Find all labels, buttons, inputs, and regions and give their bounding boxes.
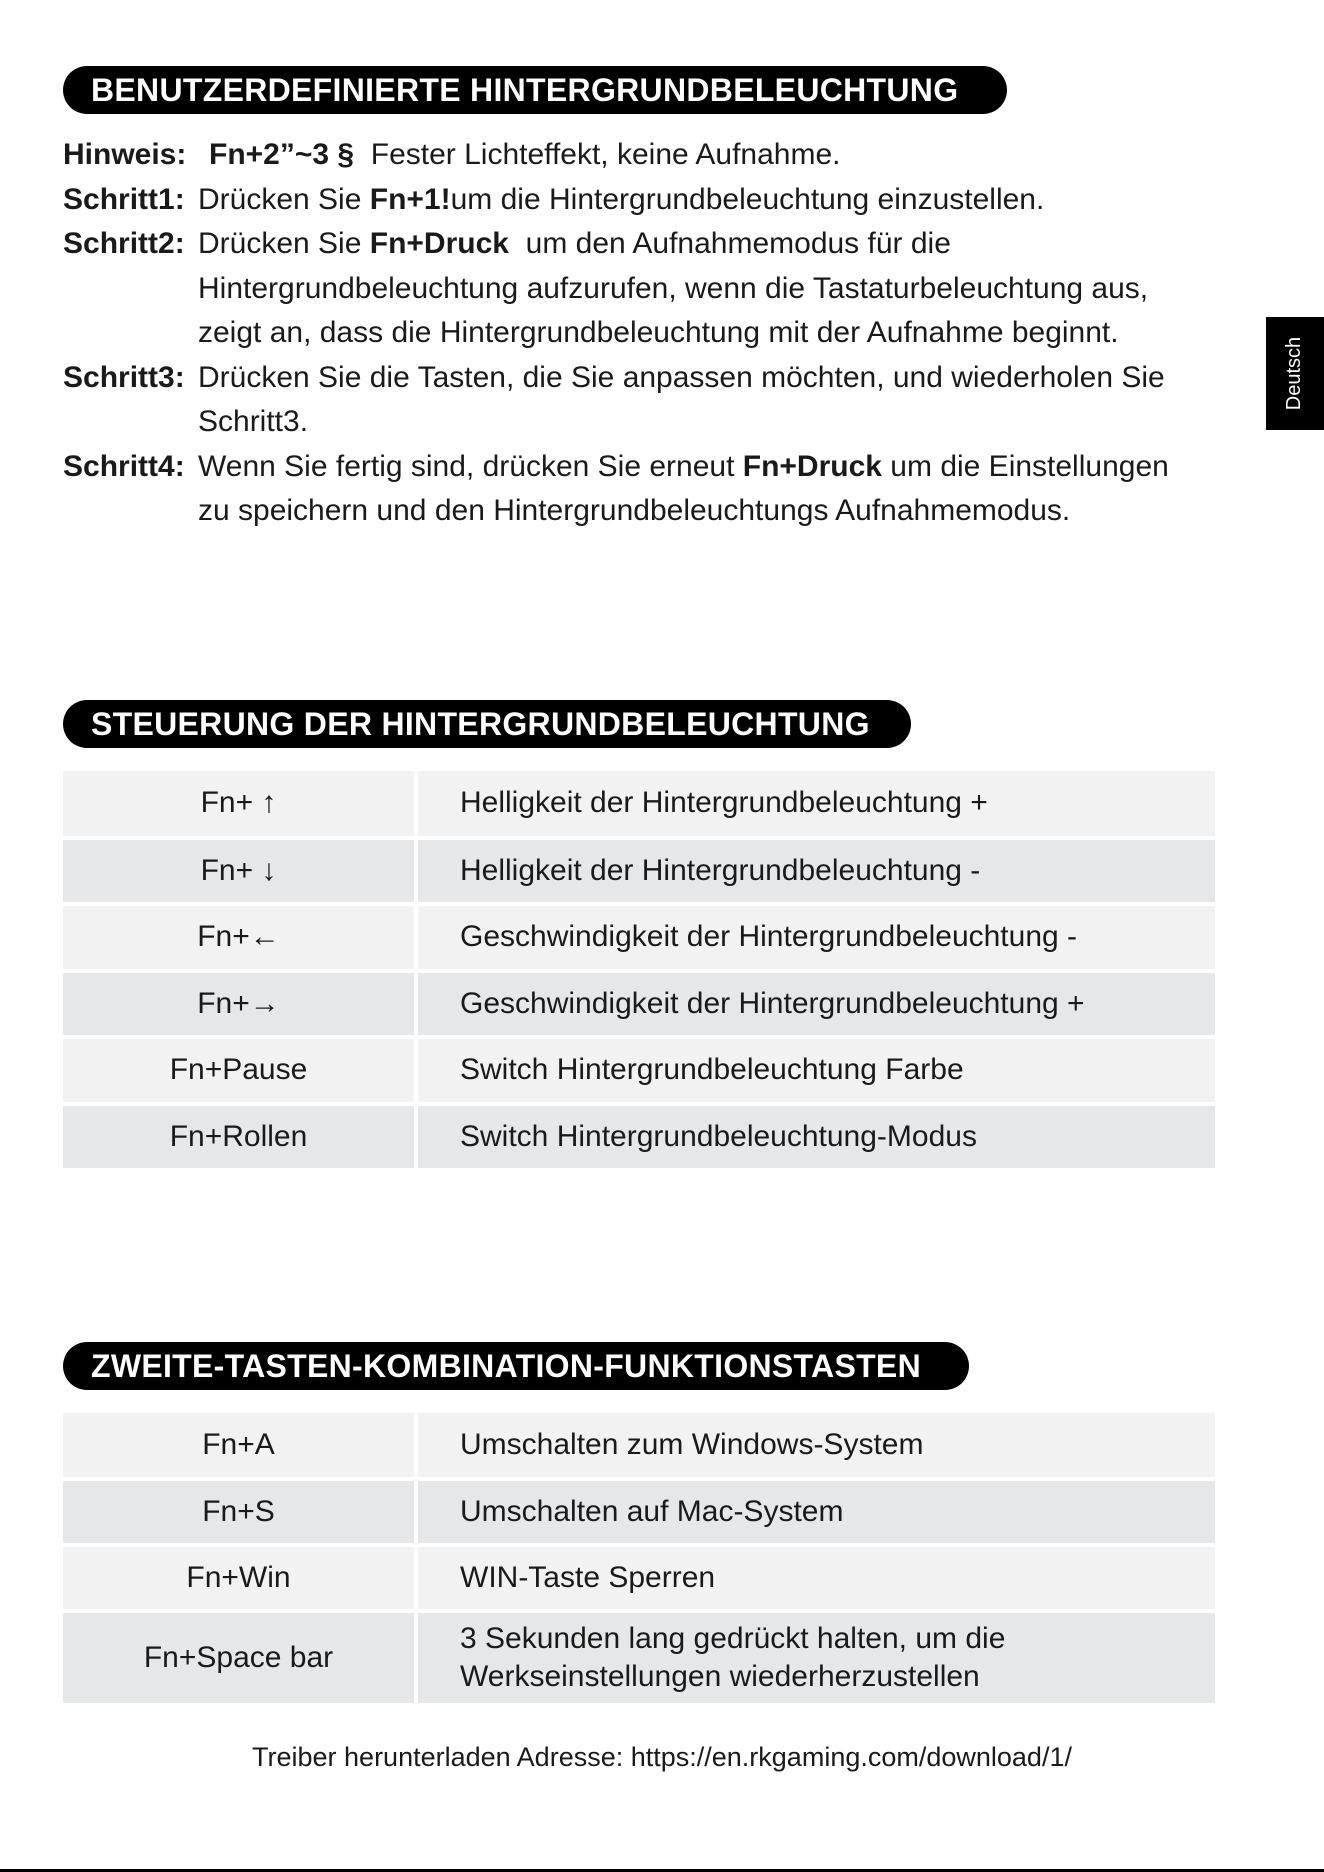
shortcut-description: Umschalten zum Windows-System	[416, 1413, 1215, 1479]
table-row	[63, 1413, 1215, 1479]
hint-line	[63, 133, 1243, 178]
instruction-steps	[63, 133, 1243, 534]
step-1-label: Schritt1:	[63, 182, 185, 216]
step-3-line-2: Schritt3.	[198, 405, 309, 438]
language-tab	[1266, 317, 1324, 430]
table-row	[63, 838, 1215, 905]
step-2-line-3: zeigt an, dass die Hintergrundbeleuchtung mit der Aufnahme beginnt.	[198, 316, 1119, 349]
table-row	[63, 1104, 1215, 1171]
section-heading-backlight-control: STEUERUNG DER HINTERGRUNDBELEUCHTUNG	[63, 700, 911, 748]
step-2-line-2: Hintergrundbeleuchtung aufzurufen, wenn die Tastaturbeleuchtung aus,	[198, 271, 1149, 305]
step-4-line-2: zu speichern und den Hintergrundbeleuchtungs Aufnahmemodus.	[198, 494, 1071, 527]
shortcut-key: Fn+←	[63, 904, 416, 971]
step-4	[63, 445, 1243, 534]
section-heading-second-key-combination: ZWEITE-TASTEN-KOMBINATION-FUNKTIONSTASTEN	[63, 1342, 969, 1390]
hint-keys: Fn+2”~3 §	[209, 138, 355, 171]
table-row	[63, 1545, 1215, 1611]
step-3	[63, 356, 1243, 445]
shortcut-description: Helligkeit der Hintergrundbeleuchtung +	[416, 771, 1215, 838]
hint-label: Hinweis:	[63, 138, 187, 171]
shortcut-description: Geschwindigkeit der Hintergrundbeleuchtung +	[416, 971, 1215, 1038]
step-1	[63, 178, 1243, 223]
step-3-label: Schritt3:	[63, 360, 185, 394]
function-keys-table	[63, 1413, 1215, 1707]
shortcut-key: Fn+S	[63, 1479, 416, 1545]
description-line-2: Werkseinstellungen wiederherzustellen	[460, 1660, 980, 1693]
step-2-pre: Drücken Sie	[198, 227, 370, 260]
shortcut-description: Switch Hintergrundbeleuchtung Farbe	[416, 1037, 1215, 1104]
hint-text: Fester Lichteffekt, keine Aufnahme.	[370, 138, 841, 171]
shortcut-key: Fn+A	[63, 1413, 416, 1479]
section-heading-custom-backlight: BENUTZERDEFINIERTE HINTERGRUNDBELEUCHTUNG	[63, 66, 1007, 114]
shortcut-description: Helligkeit der Hintergrundbeleuchtung -	[416, 838, 1215, 905]
shortcut-key: Fn+Rollen	[63, 1104, 416, 1171]
driver-download-address: Treiber herunterladen Adresse: https://en.rkgaming.com/download/1/	[252, 1742, 1072, 1772]
description-line-1: 3 Sekunden lang gedrückt halten, um die	[460, 1622, 1006, 1655]
step-1-pre: Drücken Sie	[198, 182, 370, 216]
language-tab-label: Deutsch	[1283, 336, 1306, 411]
shortcut-description	[416, 1611, 1215, 1705]
shortcut-key: Fn+ ↓	[63, 838, 416, 905]
step-4-pre: Wenn Sie fertig sind, drücken Sie erneut	[198, 449, 743, 483]
table-row	[63, 971, 1215, 1038]
table-row	[63, 904, 1215, 971]
table-row	[63, 1037, 1215, 1104]
shortcut-description: Umschalten auf Mac-System	[416, 1479, 1215, 1545]
step-4-label: Schritt4:	[63, 449, 185, 483]
shortcut-key: Fn+Pause	[63, 1037, 416, 1104]
table-row	[63, 1479, 1215, 1545]
step-4-key: Fn+Druck	[742, 449, 882, 483]
backlight-control-table	[63, 771, 1215, 1172]
shortcut-key: Fn+Win	[63, 1545, 416, 1611]
shortcut-description: WIN-Taste Sperren	[416, 1545, 1215, 1611]
step-2	[63, 222, 1243, 356]
step-2-key: Fn+Druck	[369, 227, 509, 260]
step-1-post: um die Hintergrundbeleuchtung einzustellen.	[450, 182, 1045, 216]
shortcut-key: Fn+→	[63, 971, 416, 1038]
step-3-line-1: Drücken Sie die Tasten, die Sie anpassen möchten, und wiederholen Sie	[198, 360, 1165, 394]
shortcut-key: Fn+ ↑	[63, 771, 416, 838]
shortcut-description: Geschwindigkeit der Hintergrundbeleuchtung -	[416, 904, 1215, 971]
step-2-post: um den Aufnahmemodus für die	[508, 227, 951, 260]
step-1-key: Fn+1!	[369, 182, 451, 216]
table-row	[63, 771, 1215, 838]
shortcut-key: Fn+Space bar	[63, 1611, 416, 1705]
table-row	[63, 1611, 1215, 1705]
shortcut-description: Switch Hintergrundbeleuchtung-Modus	[416, 1104, 1215, 1171]
step-2-label: Schritt2:	[63, 227, 185, 260]
step-4-post: um die Einstellungen	[881, 449, 1169, 483]
